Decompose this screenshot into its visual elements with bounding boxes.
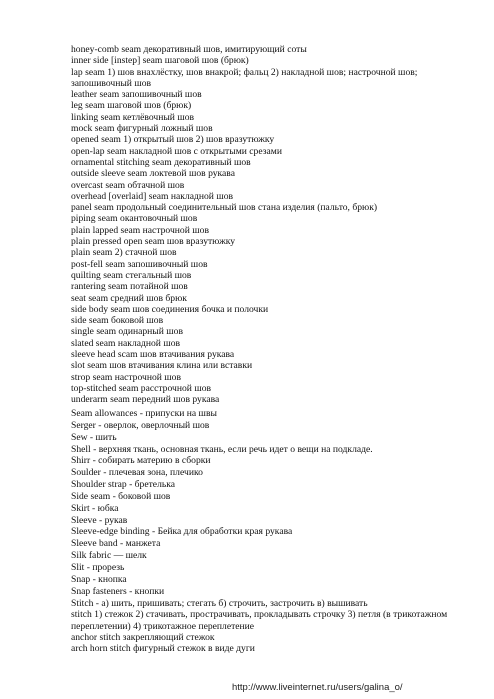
glossary-line: slated seam накладной шов	[71, 337, 181, 349]
glossary-line: Sleeve-edge binding - Бейка для обработки края рукава	[71, 526, 293, 538]
glossary-line: side body seam шов соединения бочка и полочки	[71, 303, 269, 315]
glossary-line: leg seam шаговой шов (брюк)	[71, 100, 192, 112]
glossary-line: overcast seam обтачной шов	[71, 179, 185, 191]
glossary-line: panel seam продольный соединительный шов стана изделия (пальто, брюк)	[71, 202, 378, 214]
glossary-line: Sew - шить	[71, 431, 117, 443]
glossary-line: strop seam настрочной шов	[71, 371, 182, 383]
glossary-line: Shirr - собирать материю в сборки	[71, 455, 211, 467]
glossary-line: Skirt - юбка	[71, 502, 119, 514]
glossary-line: open-lap seam накладной шов с открытыми срезами	[71, 145, 282, 157]
glossary-line: Serger - оверлок, оверлочный шов	[71, 419, 210, 431]
glossary-line: top-stitched seam расстрочной шов	[71, 382, 212, 394]
glossary-terms-list	[71, 408, 481, 598]
glossary-line: leather seam запошивочный шов	[71, 89, 202, 101]
glossary-line: Slit - прорезь	[71, 561, 125, 573]
glossary-line: side seam боковой шов	[71, 315, 164, 327]
glossary-line: Soulder - плечевая зона, плечико	[71, 467, 203, 479]
glossary-line: Sleeve - рукав	[71, 514, 128, 526]
glossary-line: outside sleeve seam локтевой шов рукава	[71, 168, 235, 180]
glossary-line: lap seam 1) шов внахлёстку, шов внакрой; фальц 2) накладной шов; настрочной шов;	[71, 66, 418, 78]
glossary-line: Silk fabric — шелк	[71, 550, 147, 562]
glossary-line: запошивочный шов	[71, 77, 152, 89]
glossary-line: quilting seam стегальный шов	[71, 269, 192, 281]
glossary-line: single seam одинарный шов	[71, 326, 183, 338]
glossary-line: Shoulder strap - бретелька	[71, 479, 176, 491]
source-url: http://www.liveinternet.ru/users/galina_o/	[232, 682, 403, 693]
glossary-line: ornamental stitching seam декоративный шов	[71, 156, 251, 168]
glossary-line: plain lapped seam настрочной шов	[71, 224, 209, 236]
glossary-line: Snap - кнопка	[71, 573, 127, 585]
glossary-line: anchor stitch закрепляющий стежок	[71, 631, 215, 643]
glossary-line: mock seam фигурный ложный шов	[71, 123, 213, 135]
glossary-line: sleeve head scam шов втачивания рукава	[71, 349, 235, 361]
glossary-line: seat seam средний шов брюк	[71, 292, 187, 304]
glossary-line: plain pressed open seam шов вразутюжку	[71, 236, 236, 248]
glossary-seams-list	[71, 44, 481, 406]
glossary-line: honey-comb seam декоративный шов, имитирующий соты	[71, 44, 307, 55]
glossary-line: Sleeve band - манжета	[71, 538, 161, 550]
glossary-line: overhead [overlaid] seam накладной шов	[71, 190, 234, 202]
glossary-line: rantering seam потайной шов	[71, 281, 188, 293]
glossary-line: Snap fasteners - кнопки	[71, 585, 165, 597]
glossary-line: underarm seam передний шов рукава	[71, 394, 220, 406]
glossary-line: Seam allowances - припуски на швы	[71, 408, 217, 419]
glossary-stitch-list	[71, 598, 481, 654]
glossary-line: inner side [instep] seam шаговой шов (брюк)	[71, 55, 249, 67]
glossary-line: linking seam кетлёвочный шов	[71, 111, 195, 123]
glossary-line: stitch 1) стежок 2) стачивать, прострачивать, прокладывать строчку 3) петля (в трикотажном	[71, 609, 448, 621]
glossary-line: post-fell seam запошивочный шов	[71, 258, 208, 270]
glossary-line: opened seam 1) открытый шов 2) шов вразутюжку	[71, 134, 275, 146]
glossary-line: arch horn stitch фигурный стежок в виде дуги	[71, 643, 255, 655]
glossary-line: Side seam - боковой шов	[71, 490, 171, 502]
glossary-line: Stitch - а) шить, пришивать; стегать б) строчить, застрочить в) вышивать	[71, 598, 368, 609]
glossary-line: Shell - верхняя ткань, основная ткань, если речь идет о вещи на подкладе.	[71, 443, 373, 455]
glossary-line: переплетении) 4) трикотажное переплетение	[71, 620, 255, 632]
glossary-line: slot seam шов втачивания клина или вставки	[71, 360, 253, 372]
glossary-line: plain seam 2) стачной шов	[71, 247, 177, 259]
glossary-line: piping seam окантовочный шов	[71, 213, 198, 225]
